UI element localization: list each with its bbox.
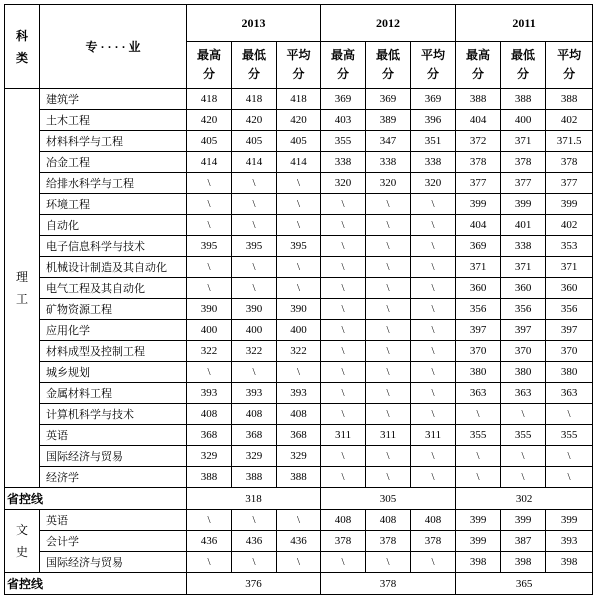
score-y2013-avg-cell: \ xyxy=(277,278,321,299)
score-y2012-min-cell: \ xyxy=(366,404,411,425)
score-y2011-avg-cell: 371.5 xyxy=(546,131,593,152)
score-y2013-min-cell: 420 xyxy=(232,110,277,131)
score-y2011-avg-cell: 388 xyxy=(546,89,593,110)
score-y2012-max-cell: \ xyxy=(321,446,366,467)
score-y2011-max-cell: 372 xyxy=(456,131,501,152)
avg-score-header: 平均 分 xyxy=(411,42,456,89)
control-line-y2013-value: 318 xyxy=(187,488,321,510)
table-row xyxy=(5,467,593,488)
score-y2013-min-cell: \ xyxy=(232,552,277,573)
score-y2011-max-cell: 399 xyxy=(456,531,501,552)
score-y2013-min-cell: 400 xyxy=(232,320,277,341)
score-y2012-max-cell: \ xyxy=(321,362,366,383)
score-y2012-avg-cell: \ xyxy=(411,215,456,236)
score-y2013-max-cell: 408 xyxy=(187,404,232,425)
major-name-cell: 电气工程及其自动化 xyxy=(40,278,187,299)
table-row xyxy=(5,446,593,467)
score-y2013-min-cell: 414 xyxy=(232,152,277,173)
score-y2011-max-cell: 363 xyxy=(456,383,501,404)
avg-score-header: 平均 分 xyxy=(277,42,321,89)
control-line-y2011-value: 302 xyxy=(456,488,593,510)
score-y2013-max-cell: \ xyxy=(187,362,232,383)
score-y2013-min-cell: \ xyxy=(232,257,277,278)
score-y2013-min-cell: 408 xyxy=(232,404,277,425)
score-y2013-min-cell: 388 xyxy=(232,467,277,488)
score-y2013-avg-cell: \ xyxy=(277,215,321,236)
score-y2013-min-cell: \ xyxy=(232,362,277,383)
control-line-label: 省控线 xyxy=(5,573,187,595)
score-y2012-min-cell: \ xyxy=(366,552,411,573)
score-y2013-max-cell: 329 xyxy=(187,446,232,467)
score-y2012-avg-cell: 351 xyxy=(411,131,456,152)
score-y2012-min-cell: \ xyxy=(366,320,411,341)
table-row xyxy=(5,215,593,236)
score-y2012-avg-cell: \ xyxy=(411,404,456,425)
score-y2013-avg-cell: \ xyxy=(277,510,321,531)
score-y2011-max-cell: 404 xyxy=(456,110,501,131)
table-row xyxy=(5,341,593,362)
major-name-cell: 金属材料工程 xyxy=(40,383,187,404)
score-y2013-min-cell: 395 xyxy=(232,236,277,257)
score-y2012-min-cell: 347 xyxy=(366,131,411,152)
table-row xyxy=(5,194,593,215)
score-y2011-max-cell: \ xyxy=(456,446,501,467)
score-y2012-min-cell: \ xyxy=(366,362,411,383)
max-score-header: 最高 分 xyxy=(456,42,501,89)
score-y2012-avg-cell: 408 xyxy=(411,510,456,531)
score-y2011-min-cell: 399 xyxy=(501,510,546,531)
score-y2013-min-cell: \ xyxy=(232,278,277,299)
score-y2013-max-cell: 390 xyxy=(187,299,232,320)
score-y2011-min-cell: 387 xyxy=(501,531,546,552)
score-y2013-max-cell: \ xyxy=(187,510,232,531)
score-y2012-max-cell: 403 xyxy=(321,110,366,131)
score-y2011-avg-cell: 371 xyxy=(546,257,593,278)
major-name-cell: 国际经济与贸易 xyxy=(40,446,187,467)
score-y2011-avg-cell: \ xyxy=(546,446,593,467)
category-header: 科 类 xyxy=(5,5,40,89)
score-y2011-max-cell: 404 xyxy=(456,215,501,236)
score-y2013-max-cell: \ xyxy=(187,278,232,299)
score-y2012-min-cell: \ xyxy=(366,446,411,467)
score-y2012-avg-cell: \ xyxy=(411,257,456,278)
score-y2012-avg-cell: \ xyxy=(411,362,456,383)
major-name-cell: 经济学 xyxy=(40,467,187,488)
score-y2013-avg-cell: 322 xyxy=(277,341,321,362)
score-y2012-min-cell: \ xyxy=(366,383,411,404)
min-score-header: 最低 分 xyxy=(232,42,277,89)
control-line-row xyxy=(5,573,593,595)
score-y2013-avg-cell: \ xyxy=(277,173,321,194)
score-y2013-min-cell: 393 xyxy=(232,383,277,404)
score-y2013-avg-cell: 418 xyxy=(277,89,321,110)
table-row xyxy=(5,404,593,425)
major-name-cell: 应用化学 xyxy=(40,320,187,341)
score-y2011-min-cell: 397 xyxy=(501,320,546,341)
table-row xyxy=(5,362,593,383)
table-body xyxy=(5,89,593,595)
score-y2011-max-cell: 398 xyxy=(456,552,501,573)
avg-score-header: 平均 分 xyxy=(546,42,593,89)
score-y2011-avg-cell: \ xyxy=(546,404,593,425)
score-y2011-max-cell: 380 xyxy=(456,362,501,383)
score-y2013-max-cell: 393 xyxy=(187,383,232,404)
score-y2011-avg-cell: 380 xyxy=(546,362,593,383)
max-score-header: 最高 分 xyxy=(187,42,232,89)
year-header-2011: 2011 xyxy=(456,5,593,42)
score-y2013-avg-cell: 368 xyxy=(277,425,321,446)
table-row xyxy=(5,257,593,278)
control-line-y2012-value: 305 xyxy=(321,488,456,510)
score-y2012-avg-cell: \ xyxy=(411,552,456,573)
control-line-label: 省控线 xyxy=(5,488,187,510)
score-y2012-avg-cell: \ xyxy=(411,341,456,362)
score-y2012-avg-cell: \ xyxy=(411,194,456,215)
score-y2013-avg-cell: 390 xyxy=(277,299,321,320)
score-y2012-max-cell: \ xyxy=(321,320,366,341)
major-name-cell: 城乡规划 xyxy=(40,362,187,383)
score-y2011-avg-cell: 370 xyxy=(546,341,593,362)
admission-scores-table xyxy=(4,4,593,595)
score-y2013-avg-cell: 414 xyxy=(277,152,321,173)
score-y2011-max-cell: 371 xyxy=(456,257,501,278)
score-y2012-avg-cell: \ xyxy=(411,320,456,341)
score-y2013-max-cell: \ xyxy=(187,257,232,278)
score-y2012-avg-cell: \ xyxy=(411,383,456,404)
score-y2012-min-cell: \ xyxy=(366,341,411,362)
score-y2011-avg-cell: 393 xyxy=(546,531,593,552)
major-name-cell: 矿物资源工程 xyxy=(40,299,187,320)
major-name-cell: 材料科学与工程 xyxy=(40,131,187,152)
table-row xyxy=(5,320,593,341)
score-y2013-max-cell: \ xyxy=(187,173,232,194)
score-y2011-max-cell: 388 xyxy=(456,89,501,110)
table-row xyxy=(5,425,593,446)
score-y2011-min-cell: 363 xyxy=(501,383,546,404)
score-y2013-max-cell: 368 xyxy=(187,425,232,446)
score-y2012-min-cell: 320 xyxy=(366,173,411,194)
score-y2011-min-cell: 401 xyxy=(501,215,546,236)
score-y2012-min-cell: 389 xyxy=(366,110,411,131)
score-y2011-avg-cell: \ xyxy=(546,467,593,488)
header-year-row xyxy=(5,5,593,42)
score-y2013-avg-cell: 405 xyxy=(277,131,321,152)
score-y2013-max-cell: \ xyxy=(187,552,232,573)
major-name-cell: 建筑学 xyxy=(40,89,187,110)
score-y2011-avg-cell: 377 xyxy=(546,173,593,194)
score-y2011-avg-cell: 398 xyxy=(546,552,593,573)
table-row xyxy=(5,278,593,299)
score-y2011-avg-cell: 363 xyxy=(546,383,593,404)
score-y2013-avg-cell: 393 xyxy=(277,383,321,404)
score-y2011-avg-cell: 360 xyxy=(546,278,593,299)
score-y2011-max-cell: 370 xyxy=(456,341,501,362)
score-y2011-avg-cell: 353 xyxy=(546,236,593,257)
score-y2013-max-cell: 420 xyxy=(187,110,232,131)
table-row xyxy=(5,173,593,194)
score-y2011-min-cell: 380 xyxy=(501,362,546,383)
score-y2012-min-cell: 378 xyxy=(366,531,411,552)
score-y2013-min-cell: 418 xyxy=(232,89,277,110)
major-name-cell: 国际经济与贸易 xyxy=(40,552,187,573)
score-y2012-min-cell: 338 xyxy=(366,152,411,173)
score-y2012-max-cell: \ xyxy=(321,404,366,425)
major-name-cell: 材料成型及控制工程 xyxy=(40,341,187,362)
score-y2013-min-cell: \ xyxy=(232,215,277,236)
score-y2012-avg-cell: 378 xyxy=(411,531,456,552)
score-y2012-min-cell: \ xyxy=(366,299,411,320)
score-y2011-min-cell: 371 xyxy=(501,257,546,278)
score-y2013-max-cell: 418 xyxy=(187,89,232,110)
score-y2012-max-cell: \ xyxy=(321,278,366,299)
score-y2013-avg-cell: 395 xyxy=(277,236,321,257)
score-y2013-avg-cell: \ xyxy=(277,257,321,278)
score-y2012-min-cell: 369 xyxy=(366,89,411,110)
score-y2012-max-cell: \ xyxy=(321,299,366,320)
score-y2011-min-cell: 356 xyxy=(501,299,546,320)
control-line-y2012-value: 378 xyxy=(321,573,456,595)
score-y2013-min-cell: 436 xyxy=(232,531,277,552)
score-y2012-avg-cell: \ xyxy=(411,446,456,467)
score-y2013-max-cell: \ xyxy=(187,194,232,215)
score-y2013-min-cell: 322 xyxy=(232,341,277,362)
major-header: 专 · · · · 业 xyxy=(40,5,187,89)
score-y2011-max-cell: 399 xyxy=(456,510,501,531)
major-name-cell: 英语 xyxy=(40,425,187,446)
table-row xyxy=(5,552,593,573)
score-y2013-min-cell: \ xyxy=(232,510,277,531)
score-y2011-min-cell: 378 xyxy=(501,152,546,173)
score-y2012-max-cell: 378 xyxy=(321,531,366,552)
score-y2011-avg-cell: 402 xyxy=(546,110,593,131)
score-y2013-max-cell: 388 xyxy=(187,467,232,488)
score-y2011-min-cell: 399 xyxy=(501,194,546,215)
score-y2012-min-cell: \ xyxy=(366,278,411,299)
score-y2013-avg-cell: \ xyxy=(277,552,321,573)
score-y2012-avg-cell: 369 xyxy=(411,89,456,110)
score-y2011-avg-cell: 378 xyxy=(546,152,593,173)
major-name-cell: 英语 xyxy=(40,510,187,531)
score-y2012-max-cell: \ xyxy=(321,467,366,488)
score-y2012-avg-cell: 320 xyxy=(411,173,456,194)
score-y2012-avg-cell: \ xyxy=(411,278,456,299)
score-y2011-min-cell: 371 xyxy=(501,131,546,152)
score-y2011-avg-cell: 355 xyxy=(546,425,593,446)
score-y2013-min-cell: 405 xyxy=(232,131,277,152)
major-name-cell: 土木工程 xyxy=(40,110,187,131)
table-row xyxy=(5,531,593,552)
min-score-header: 最低 分 xyxy=(366,42,411,89)
score-y2012-max-cell: \ xyxy=(321,257,366,278)
score-y2013-min-cell: 329 xyxy=(232,446,277,467)
score-y2011-min-cell: 338 xyxy=(501,236,546,257)
score-y2013-min-cell: \ xyxy=(232,173,277,194)
score-y2011-min-cell: 360 xyxy=(501,278,546,299)
major-name-cell: 冶金工程 xyxy=(40,152,187,173)
score-y2012-max-cell: \ xyxy=(321,194,366,215)
score-y2012-min-cell: \ xyxy=(366,194,411,215)
score-y2012-min-cell: \ xyxy=(366,236,411,257)
score-y2012-min-cell: \ xyxy=(366,215,411,236)
table-row xyxy=(5,510,593,531)
major-name-cell: 环境工程 xyxy=(40,194,187,215)
major-name-cell: 计算机科学与技术 xyxy=(40,404,187,425)
year-header-2013: 2013 xyxy=(187,5,321,42)
score-y2012-max-cell: 369 xyxy=(321,89,366,110)
score-y2011-avg-cell: 397 xyxy=(546,320,593,341)
score-y2012-max-cell: \ xyxy=(321,383,366,404)
score-y2012-min-cell: \ xyxy=(366,257,411,278)
score-y2013-avg-cell: 420 xyxy=(277,110,321,131)
score-y2011-min-cell: \ xyxy=(501,404,546,425)
major-name-cell: 给排水科学与工程 xyxy=(40,173,187,194)
score-y2013-max-cell: 414 xyxy=(187,152,232,173)
score-y2012-avg-cell: 311 xyxy=(411,425,456,446)
score-y2012-max-cell: \ xyxy=(321,215,366,236)
major-name-cell: 会计学 xyxy=(40,531,187,552)
score-y2013-avg-cell: 388 xyxy=(277,467,321,488)
score-y2011-max-cell: 378 xyxy=(456,152,501,173)
table-row xyxy=(5,131,593,152)
score-y2012-min-cell: 311 xyxy=(366,425,411,446)
score-y2011-avg-cell: 399 xyxy=(546,194,593,215)
score-y2011-min-cell: 355 xyxy=(501,425,546,446)
control-line-y2011-value: 365 xyxy=(456,573,593,595)
major-name-cell: 电子信息科学与技术 xyxy=(40,236,187,257)
score-y2012-min-cell: 408 xyxy=(366,510,411,531)
score-y2013-avg-cell: \ xyxy=(277,194,321,215)
score-y2011-avg-cell: 399 xyxy=(546,510,593,531)
score-y2012-max-cell: 408 xyxy=(321,510,366,531)
score-y2011-max-cell: 369 xyxy=(456,236,501,257)
score-y2012-max-cell: \ xyxy=(321,236,366,257)
score-y2013-min-cell: \ xyxy=(232,194,277,215)
table-row xyxy=(5,89,593,110)
score-y2013-min-cell: 390 xyxy=(232,299,277,320)
score-y2013-max-cell: 436 xyxy=(187,531,232,552)
score-y2011-min-cell: 400 xyxy=(501,110,546,131)
score-y2011-min-cell: \ xyxy=(501,446,546,467)
table-row xyxy=(5,110,593,131)
score-y2011-max-cell: \ xyxy=(456,467,501,488)
score-y2011-min-cell: 370 xyxy=(501,341,546,362)
score-y2011-max-cell: 356 xyxy=(456,299,501,320)
score-y2011-min-cell: 388 xyxy=(501,89,546,110)
score-y2011-min-cell: 398 xyxy=(501,552,546,573)
score-y2011-min-cell: \ xyxy=(501,467,546,488)
table-row xyxy=(5,236,593,257)
score-y2013-max-cell: 405 xyxy=(187,131,232,152)
score-y2011-avg-cell: 356 xyxy=(546,299,593,320)
score-y2012-max-cell: 320 xyxy=(321,173,366,194)
major-name-cell: 机械设计制造及其自动化 xyxy=(40,257,187,278)
score-y2012-avg-cell: 338 xyxy=(411,152,456,173)
score-y2012-max-cell: \ xyxy=(321,552,366,573)
min-score-header: 最低 分 xyxy=(501,42,546,89)
score-y2012-max-cell: \ xyxy=(321,341,366,362)
score-y2013-avg-cell: 408 xyxy=(277,404,321,425)
score-y2011-max-cell: 355 xyxy=(456,425,501,446)
score-y2011-max-cell: 397 xyxy=(456,320,501,341)
score-y2013-avg-cell: 329 xyxy=(277,446,321,467)
score-y2012-avg-cell: \ xyxy=(411,299,456,320)
score-y2012-min-cell: \ xyxy=(366,467,411,488)
score-y2012-avg-cell: 396 xyxy=(411,110,456,131)
score-y2011-max-cell: 360 xyxy=(456,278,501,299)
max-score-header: 最高 分 xyxy=(321,42,366,89)
score-y2013-avg-cell: 400 xyxy=(277,320,321,341)
score-y2011-max-cell: \ xyxy=(456,404,501,425)
category-cell: 文 史 xyxy=(5,510,40,573)
major-name-cell: 自动化 xyxy=(40,215,187,236)
score-y2011-avg-cell: 402 xyxy=(546,215,593,236)
table-row xyxy=(5,152,593,173)
score-y2012-max-cell: 338 xyxy=(321,152,366,173)
year-header-2012: 2012 xyxy=(321,5,456,42)
score-y2011-max-cell: 399 xyxy=(456,194,501,215)
table-row xyxy=(5,383,593,404)
score-y2012-max-cell: 355 xyxy=(321,131,366,152)
score-y2012-avg-cell: \ xyxy=(411,467,456,488)
category-cell: 理 工 xyxy=(5,89,40,488)
score-y2013-max-cell: 400 xyxy=(187,320,232,341)
score-y2013-max-cell: \ xyxy=(187,215,232,236)
control-line-y2013-value: 376 xyxy=(187,573,321,595)
score-y2011-max-cell: 377 xyxy=(456,173,501,194)
table-row xyxy=(5,299,593,320)
score-y2013-max-cell: 322 xyxy=(187,341,232,362)
score-y2013-avg-cell: 436 xyxy=(277,531,321,552)
control-line-row xyxy=(5,488,593,510)
score-y2012-max-cell: 311 xyxy=(321,425,366,446)
score-y2012-avg-cell: \ xyxy=(411,236,456,257)
score-y2013-max-cell: 395 xyxy=(187,236,232,257)
score-y2013-avg-cell: \ xyxy=(277,362,321,383)
score-y2013-min-cell: 368 xyxy=(232,425,277,446)
score-y2011-min-cell: 377 xyxy=(501,173,546,194)
